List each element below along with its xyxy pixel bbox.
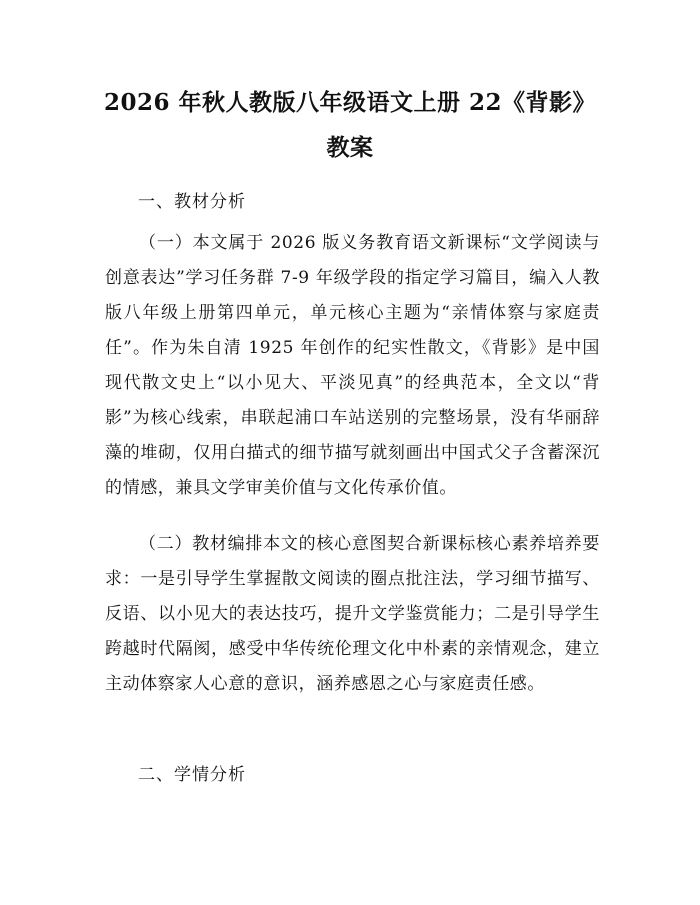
section-heading-textbook-analysis: 一、教材分析 — [138, 192, 246, 212]
paragraph-textbook-analysis-2: （二）教材编排本文的核心意图契合新课标核心素养培养要求：一是引导学生掌握散文阅读的圈点批注法，学习细节描写、反语、以小见大的表达技巧，提升文学鉴赏能力；二是引导学生跨越时代隔阂，感受中华传统伦理文化中朴素的亲情观念，建立主动体察家人心意的意识，涵养感恩之心与家庭责任感。 — [105, 534, 600, 694]
section-heading-learner-analysis: 二、学情分析 — [138, 765, 246, 785]
document-title-continued: 教案 — [326, 134, 374, 161]
document-title: 2026 年秋人教版八年级语文上册 22《背影》 — [103, 89, 597, 116]
paragraph-textbook-analysis-1: （一）本文属于 2026 版义务教育语文新课标“文学阅读与创意表达”学习任务群 7-9 年级学段的指定学习篇目，编入人教版八年级上册第四单元，单元核心主题为“亲情体察与家庭责任”。作为朱自清 1925 年创作的纪实性散文，《背影》是中国现代散文史上“以小见大、平淡见真”的经典范本，全文以“背影”为核心线索，串联起浦口车站送别的完整场景，没有华丽辞藻的堆砌，仅用白描式的细节描写就刻画出中国式父子含蓄深沉的情感，兼具文学审美价值与文化传承价值。 — [105, 233, 600, 498]
